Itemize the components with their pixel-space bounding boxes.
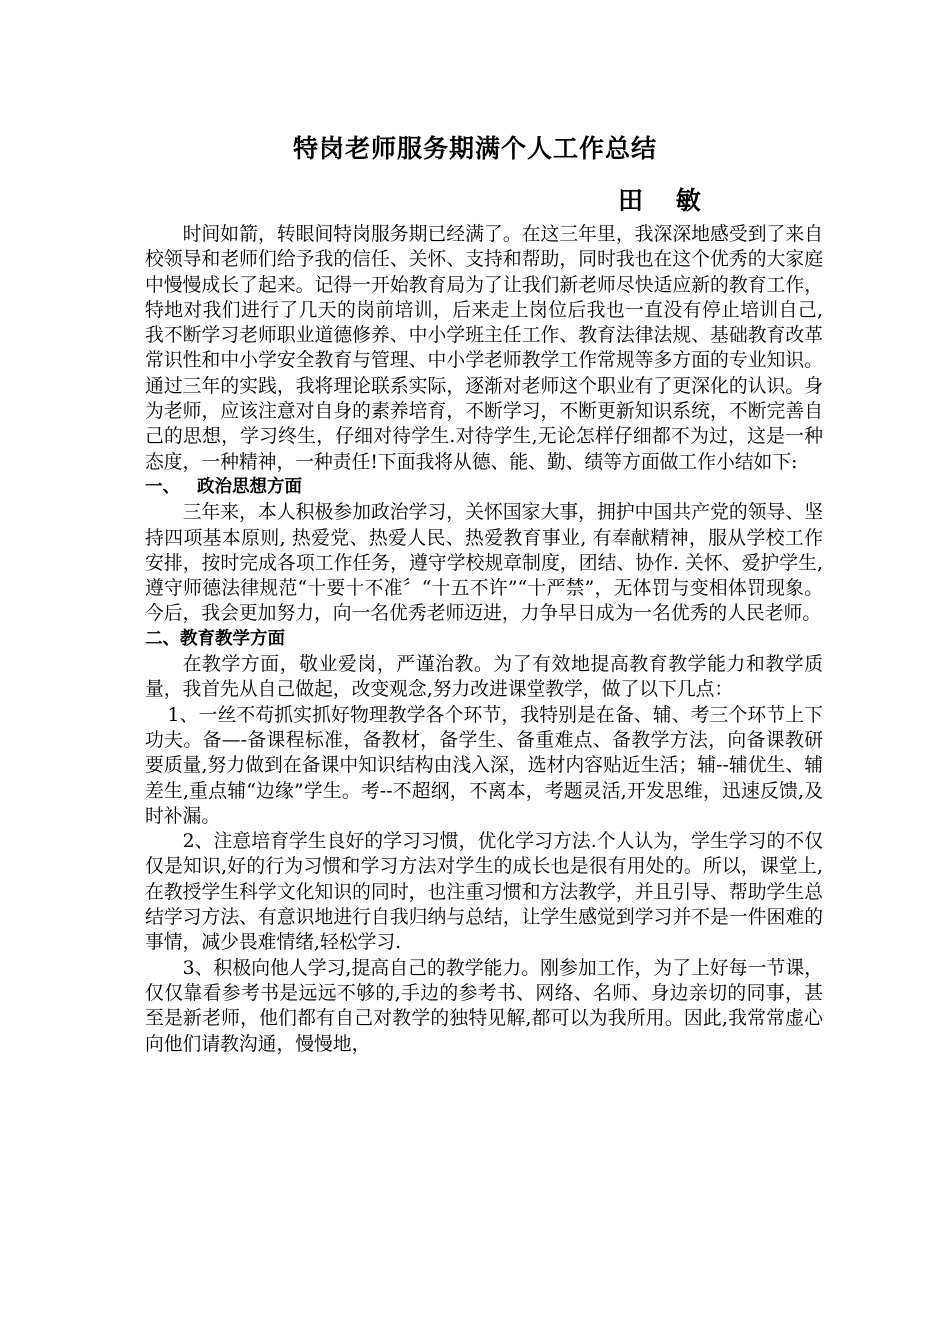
section-title: 政治思想方面 — [197, 476, 302, 497]
author-name: 田 敏 — [618, 186, 713, 215]
teaching-point-2: 2、注意培育学生良好的学习习惯，优化学习方法.个人认为，学生学习的不仅仅是知识,好的行为习惯和学习方法对学生的成长也是很有用处的。所以，课堂上,在教授学生科学文化知识的同时，也注重习惯和方法教学，并且引导、帮助学生总结学习方法、有意识地进行自我归纳与总结，让学生感觉到学习并不是一件困难的事情，减少畏难情绪,轻松学习. — [145, 831, 823, 954]
section-heading-politics — [145, 475, 823, 500]
teaching-intro-paragraph: 在教学方面，敬业爱岗，严谨治教。为了有效地提高教育教学能力和教学质量，我首先从自己做起，改变观念,努力改进课堂教学，做了以下几点： — [145, 654, 823, 701]
section-number: 一、 — [145, 476, 180, 497]
teaching-point-1: 1、一丝不苟抓实抓好物理教学各个环节，我特别是在备、辅、考三个环节上下功夫。备—-备课程标准，备教材，备学生、备重难点、备教学方法，向备课教研要质量,努力做到在备课中知识结构由浅入深，选材内容贴近生活；辅--辅优生、辅差生,重点辅“边缘”学生。考--不超纲，不离本，考题灵活,开发思维，迅速反馈,及时补漏。 — [145, 704, 823, 827]
teaching-point-3: 3、积极向他人学习,提高自己的教学能力。刚参加工作，为了上好每一节课，仅仅靠看参考书是远远不够的,手边的参考书、网络、名师、身边亲切的同事，甚至是新老师，他们都有自己对教学的独特见解,都可以为我所用。因此,我常常虚心向他们请教沟通，慢慢地， — [145, 957, 823, 1055]
section-heading-teaching: 二、教育教学方面 — [145, 628, 285, 649]
politics-paragraph: 三年来，本人积极参加政治学习，关怀国家大事，拥护中国共产党的领导、坚持四项基本原则, 热爱党、热爱人民、热爱教育事业, 有奉献精神，服从学校工作安排，按时完成各项工作任务，遵守学校规章制度，团结、协作. 关怀、爱护学生, 遵守师德法律规范“十要十不准〞“十五不许”“十严禁”，无体罚与变相体罚现象。今后，我会更加努力，向一名优秀老师迈进，力争早日成为一名优秀的人民老师。 — [145, 502, 823, 625]
intro-paragraph: 时间如箭，转眼间特岗服务期已经满了。在这三年里，我深深地感受到了来自校领导和老师们给予我的信任、关怀、支持和帮助，同时我也在这个优秀的大家庭中慢慢成长了起来。记得一开始教育局为了让我们新老师尽快适应新的教育工作，特地对我们进行了几天的岗前培训，后来走上岗位后我也一直没有停止培训自己,我不断学习老师职业道德修养、中小学班主任工作、教育法律法规、基础教育改革常识性和中小学安全教育与管理、中小学老师教学工作常规等多方面的专业知识。通过三年的实践，我将理论联系实际，逐渐对老师这个职业有了更深化的认识。身为老师，应该注意对自身的素养培育，不断学习，不断更新知识系统，不断完善自己的思想，学习终生，仔细对待学生.对待学生,无论怎样仔细都不为过，这是一种态度，一种精神，一种责任!下面我将从德、能、勤、绩等方面做工作小结如下: — [145, 224, 823, 473]
document-title: 特岗老师服务期满个人工作总结 — [292, 134, 657, 163]
document-body — [145, 222, 823, 1057]
